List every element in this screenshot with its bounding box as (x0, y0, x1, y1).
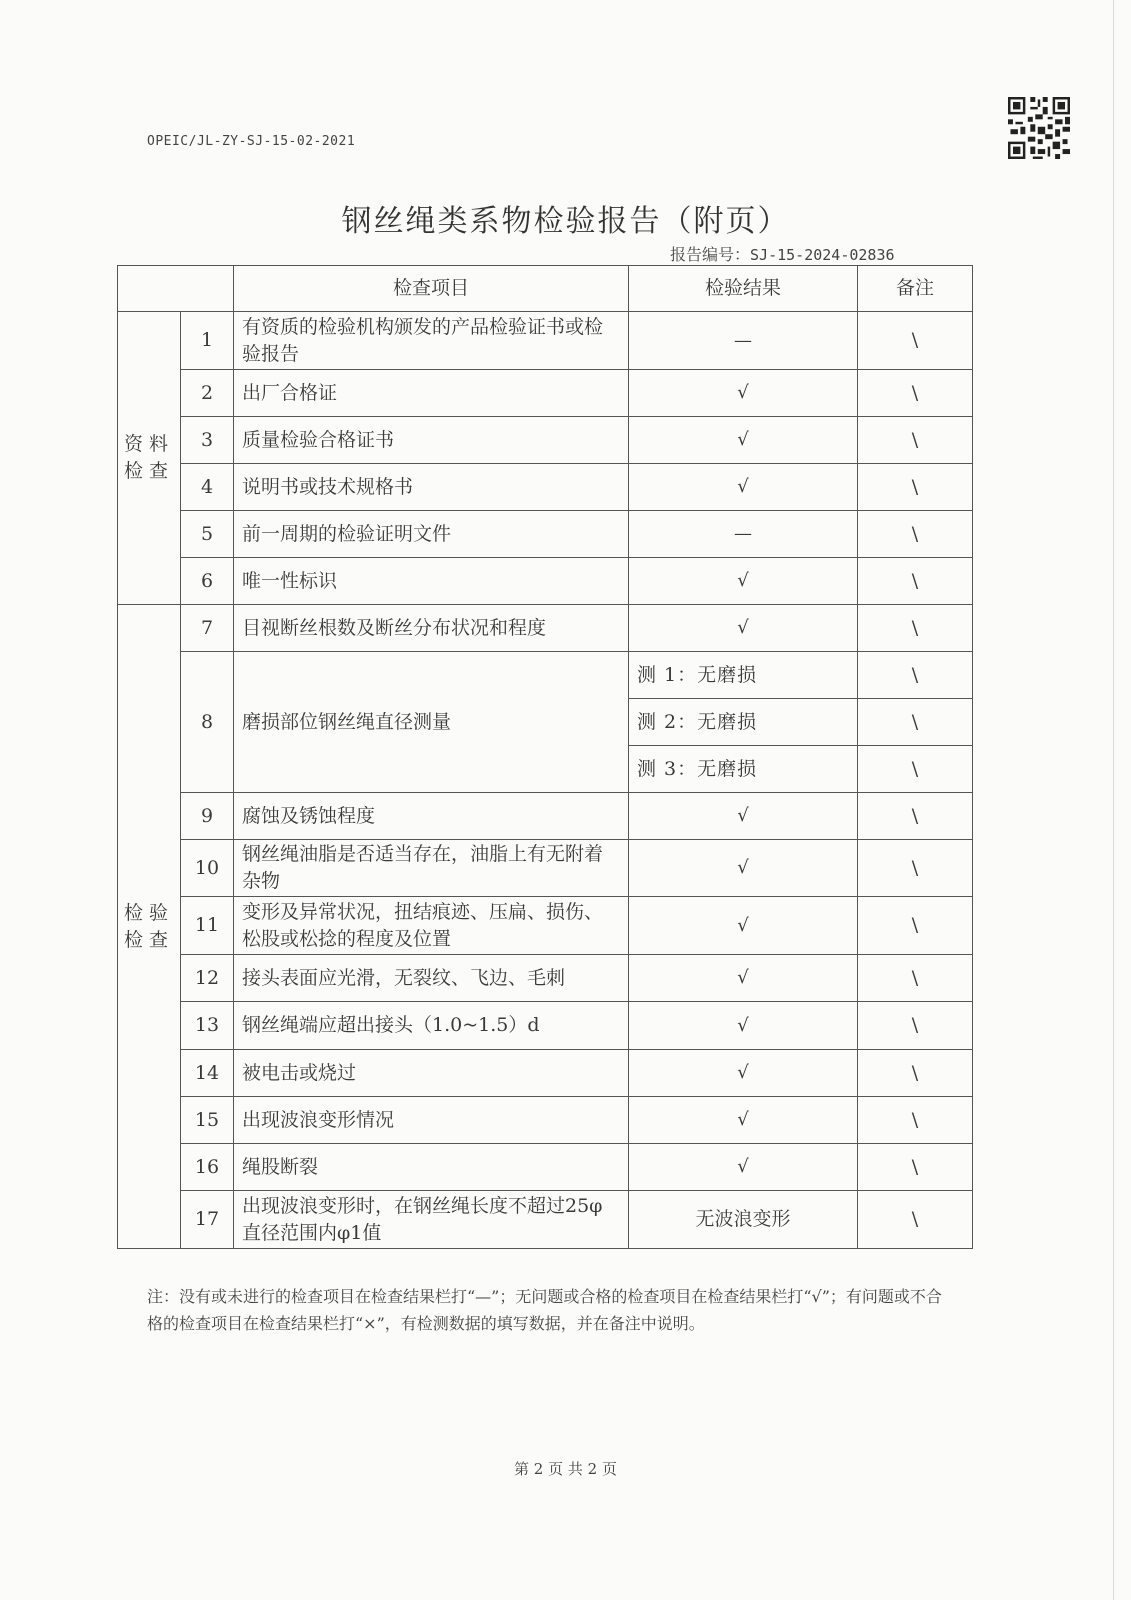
row-number: 3 (181, 417, 234, 464)
row-remark: \ (858, 897, 973, 955)
row-result: √ (629, 955, 858, 1002)
table-row (118, 1050, 973, 1097)
row-result: √ (629, 558, 858, 605)
row-number: 12 (181, 955, 234, 1002)
row-remark: \ (858, 955, 973, 1002)
report-number-value: SJ-15-2024-02836 (750, 246, 895, 264)
row-result: — (629, 511, 858, 558)
table-row (118, 1191, 973, 1249)
row-item: 出现波浪变形时，在钢丝绳长度不超过25φ直径范围内φ1值 (234, 1191, 629, 1249)
row-number: 5 (181, 511, 234, 558)
row-remark: \ (858, 417, 973, 464)
report-number (670, 242, 895, 265)
row-result: √ (629, 417, 858, 464)
row-remark: \ (858, 1002, 973, 1050)
measurement-3: 测 3：无磨损 (629, 746, 858, 793)
scan-edge-line (1113, 0, 1114, 1600)
row-remark: \ (858, 511, 973, 558)
row-result: 无波浪变形 (629, 1191, 858, 1249)
row-remark: \ (858, 840, 973, 897)
row-remark: \ (858, 1144, 973, 1191)
row-remark: \ (858, 605, 973, 652)
header-blank-cell (118, 266, 234, 312)
row-result: √ (629, 1050, 858, 1097)
page-title: 钢丝绳类系物检验报告（附页） (341, 204, 790, 239)
qr-code-icon (1008, 97, 1070, 159)
row-item: 出厂合格证 (234, 370, 629, 417)
row-number: 2 (181, 370, 234, 417)
row-number: 17 (181, 1191, 234, 1249)
page-number: 第 2 页 共 2 页 (514, 1460, 617, 1478)
header-result: 检验结果 (629, 266, 858, 312)
row-item: 出现波浪变形情况 (234, 1097, 629, 1144)
row-item: 唯一性标识 (234, 558, 629, 605)
table-row (118, 1144, 973, 1191)
row-item: 有资质的检验机构颁发的产品检验证书或检验报告 (234, 312, 629, 370)
header-item: 检查项目 (234, 266, 629, 312)
row-remark: \ (858, 312, 973, 370)
row-number: 1 (181, 312, 234, 370)
row-item: 绳股断裂 (234, 1144, 629, 1191)
row-number: 8 (181, 652, 234, 793)
header-remark: 备注 (858, 266, 973, 312)
measurement-2: 测 2：无磨损 (629, 699, 858, 746)
table-row (118, 417, 973, 464)
table-row (118, 897, 973, 955)
row-item: 腐蚀及锈蚀程度 (234, 793, 629, 840)
row-number: 14 (181, 1050, 234, 1097)
measurement-2-remark: \ (858, 699, 973, 746)
row-item: 接头表面应光滑，无裂纹、飞边、毛刺 (234, 955, 629, 1002)
row-remark: \ (858, 464, 973, 511)
measurement-1-remark: \ (858, 652, 973, 699)
table-row (118, 793, 973, 840)
row-number: 16 (181, 1144, 234, 1191)
row-remark: \ (858, 370, 973, 417)
row-number: 10 (181, 840, 234, 897)
row-result: √ (629, 840, 858, 897)
row-item: 钢丝绳端应超出接头（1.0~1.5）d (234, 1002, 629, 1050)
row-result: √ (629, 1097, 858, 1144)
row-result: — (629, 312, 858, 370)
inspection-table (117, 265, 973, 1249)
row-remark: \ (858, 1097, 973, 1144)
table-row (118, 1002, 973, 1050)
measurement-3-remark: \ (858, 746, 973, 793)
row-remark: \ (858, 1191, 973, 1249)
row-number: 4 (181, 464, 234, 511)
table-row (118, 840, 973, 897)
row-result: √ (629, 1144, 858, 1191)
table-row (118, 1097, 973, 1144)
row-item: 钢丝绳油脂是否适当存在，油脂上有无附着杂物 (234, 840, 629, 897)
row-item: 质量检验合格证书 (234, 417, 629, 464)
table-row (118, 558, 973, 605)
table-row (118, 652, 973, 699)
table-row (118, 955, 973, 1002)
row-result: √ (629, 605, 858, 652)
row-item: 前一周期的检验证明文件 (234, 511, 629, 558)
table-row (118, 464, 973, 511)
section-inspection-check: 检验 检查 (118, 605, 181, 1249)
row-item: 说明书或技术规格书 (234, 464, 629, 511)
report-number-label: 报告编号： (670, 245, 751, 264)
table-row (118, 312, 973, 370)
document-code: OPEIC/JL-ZY-SJ-15-02-2021 (147, 134, 356, 149)
row-remark: \ (858, 793, 973, 840)
row-result: √ (629, 464, 858, 511)
measurement-1: 测 1：无磨损 (629, 652, 858, 699)
row-item: 磨损部位钢丝绳直径测量 (234, 652, 629, 793)
row-result: √ (629, 370, 858, 417)
row-number: 9 (181, 793, 234, 840)
section-docs-check: 资料 检查 (118, 312, 181, 605)
row-remark: \ (858, 558, 973, 605)
row-number: 7 (181, 605, 234, 652)
row-item: 被电击或烧过 (234, 1050, 629, 1097)
row-number: 6 (181, 558, 234, 605)
table-row (118, 605, 973, 652)
row-result: √ (629, 793, 858, 840)
row-result: √ (629, 897, 858, 955)
row-remark: \ (858, 1050, 973, 1097)
table-row (118, 370, 973, 417)
row-result: √ (629, 1002, 858, 1050)
row-item: 变形及异常状况，扭结痕迹、压扁、损伤、松股或松捻的程度及位置 (234, 897, 629, 955)
row-item: 目视断丝根数及断丝分布状况和程度 (234, 605, 629, 652)
footnote: 注：没有或未进行的检查项目在检查结果栏打“—”；无问题或合格的检查项目在检查结果栏打“√”；有问题或不合格的检查项目在检查结果栏打“×”，有检测数据的填写数据，并在备注中说明。 (147, 1287, 942, 1333)
row-number: 15 (181, 1097, 234, 1144)
row-number: 11 (181, 897, 234, 955)
row-number: 13 (181, 1002, 234, 1050)
table-row (118, 511, 973, 558)
table-header-row (118, 266, 973, 312)
